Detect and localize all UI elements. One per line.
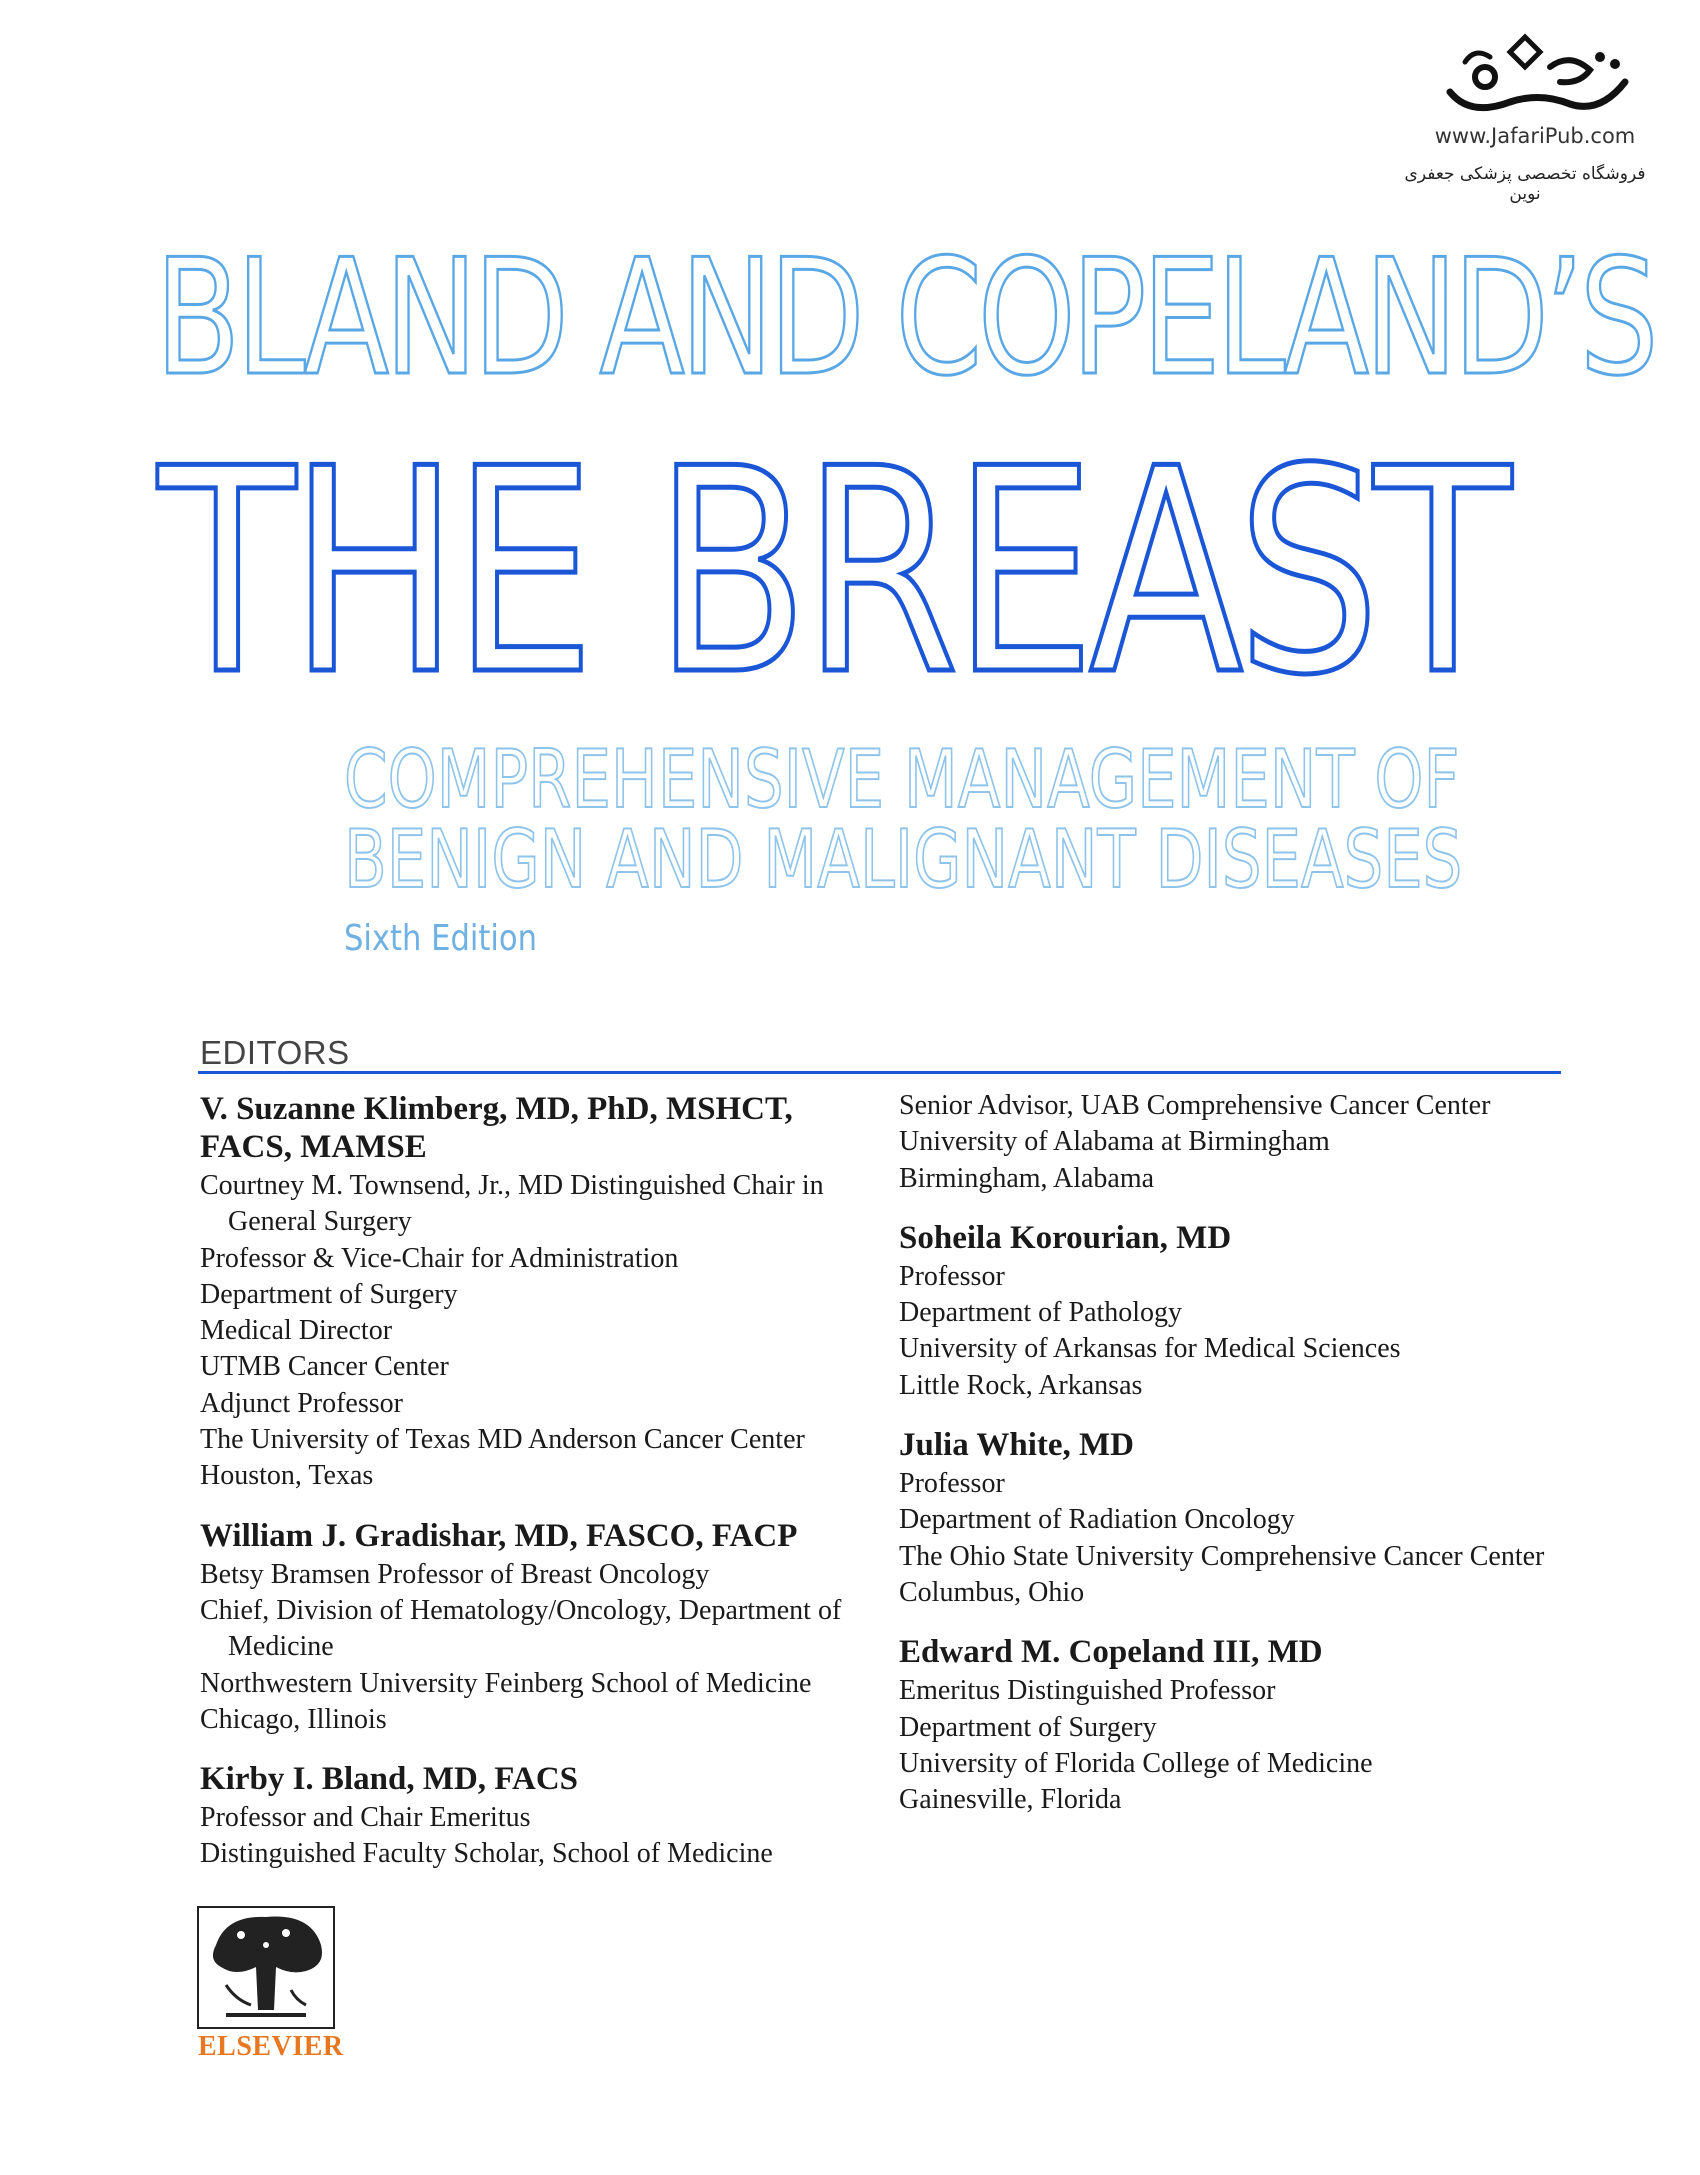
editor-affiliation: Professor & Vice-Chair for Administration [200, 1242, 679, 1274]
editor-affiliation: Northwestern University Feinberg School of Medicine [200, 1667, 812, 1699]
editor-affiliation: Betsy Bramsen Professor of Breast Oncology [200, 1558, 710, 1590]
editor-name: Kirby I. Bland, MD, FACS [200, 1761, 579, 1798]
editor-name: Soheila Korourian, MD [899, 1219, 1232, 1256]
editor-affiliation: Emeritus Distinguished Professor [899, 1675, 1276, 1707]
calligraphy-logo-icon [1430, 22, 1640, 132]
editor-affiliation: The Ohio State University Comprehensive Cancer Center [899, 1540, 1545, 1572]
publisher-name: ELSEVIER [198, 2031, 344, 2062]
watermark-shop-line: فروشگاه تخصصی پزشکی جعفری نوین [1404, 164, 1646, 204]
editor-block [200, 1760, 870, 1873]
editor-affiliation: Little Rock, Arkansas [899, 1369, 1143, 1401]
editor-affiliation: Distinguished Faculty Scholar, School of Medicine [200, 1838, 773, 1870]
editor-affiliation: Houston, Texas [200, 1460, 374, 1492]
editor-name: V. Suzanne Klimberg, MD, PhD, MSHCT, [200, 1091, 793, 1127]
editor-block [899, 1426, 1569, 1611]
editor-affiliation: University of Alabama at Birmingham [899, 1126, 1330, 1158]
subtitle-line-2: BENIGN AND MALIGNANT DISEASES [344, 813, 1463, 906]
editor-affiliation: Adjunct Professor [200, 1387, 403, 1419]
editor-affiliation: Department of Surgery [899, 1711, 1157, 1743]
editor-affiliation: UTMB Cancer Center [200, 1351, 449, 1383]
editor-affiliation: Gainesville, Florida [899, 1784, 1122, 1816]
editor-affiliation: The University of Texas MD Anderson Cancer Center [200, 1424, 805, 1456]
editor-affiliation: Department of Pathology [899, 1297, 1183, 1329]
editor-affiliation: Columbus, Ohio [899, 1576, 1085, 1608]
editor-block [899, 1219, 1569, 1404]
editor-name: William J. Gradishar, MD, FASCO, FACP [200, 1517, 798, 1554]
page-title: THE BREAST [158, 408, 1506, 737]
editors-heading: EDITORS [200, 1034, 350, 1071]
tree-logo-icon [196, 1905, 336, 2030]
editor-affiliation: Birmingham, Alabama [899, 1162, 1155, 1194]
editor-block [200, 1517, 870, 1738]
edition-label: Sixth Edition [344, 918, 538, 959]
editor-affiliation: Department of Surgery [200, 1278, 458, 1310]
editor-name: Julia White, MD [899, 1427, 1134, 1464]
editor-affiliation: Department of Radiation Oncology [899, 1504, 1295, 1536]
editor-affiliation: Professor and Chair Emeritus [200, 1802, 531, 1834]
editor-affiliation: Medical Director [200, 1315, 393, 1347]
watermark-url: www.JafariPub.com [1434, 124, 1636, 148]
editor-affiliation: Chicago, Illinois [200, 1703, 387, 1735]
editors-divider [198, 1071, 1561, 1074]
editor-affiliation: Professor [899, 1260, 1005, 1292]
editor-affiliation: University of Arkansas for Medical Sciences [899, 1333, 1401, 1365]
editor-name: Edward M. Copeland III, MD [899, 1634, 1323, 1671]
editor-block [899, 1633, 1569, 1818]
editors-column-left [200, 1090, 870, 1895]
editor-block [200, 1090, 870, 1495]
editor-affiliation: Courtney M. Townsend, Jr., MD Distinguished Chair in General Surgery [200, 1170, 824, 1238]
editor-name: FACS, MAMSE [200, 1129, 427, 1165]
editor-affiliation: Professor [899, 1468, 1005, 1500]
editor-block [899, 1088, 1569, 1197]
editor-affiliation: University of Florida College of Medicine [899, 1747, 1373, 1779]
title-pre: BLAND AND COPELAND’S [155, 224, 1655, 411]
subtitle [344, 733, 1463, 906]
subtitle-line-1: COMPREHENSIVE MANAGEMENT OF [344, 733, 1460, 826]
editor-affiliation: Senior Advisor, UAB Comprehensive Cancer Center [899, 1090, 1491, 1121]
editor-affiliation: Chief, Division of Hematology/Oncology, Department of Medicine [200, 1594, 842, 1663]
editors-column-right [899, 1088, 1569, 1840]
